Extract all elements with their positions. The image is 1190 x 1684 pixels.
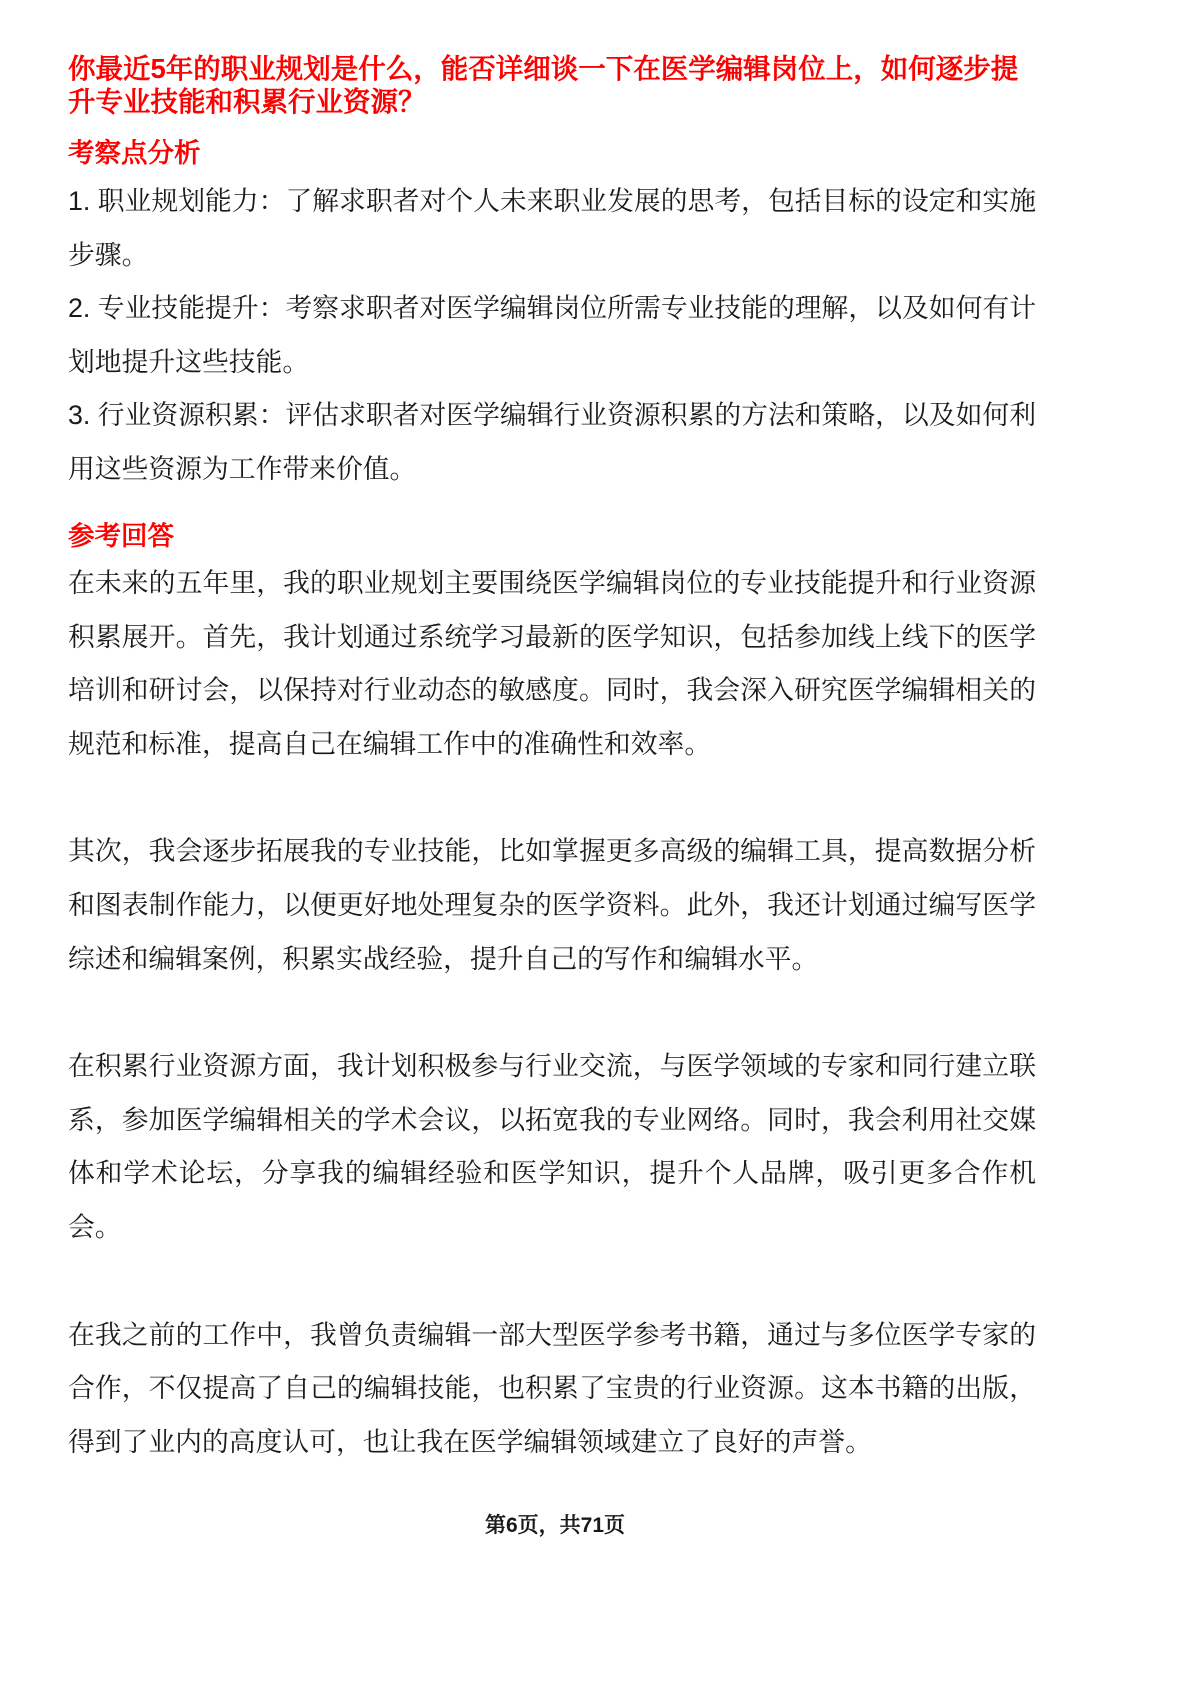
analysis-item: 1. 职业规划能力：了解求职者对个人未来职业发展的思考，包括目标的设定和实施步骤。 — [68, 186, 1036, 270]
answer-heading: 参考回答 — [68, 521, 174, 551]
page-number: 第6页，共71页 — [484, 1514, 626, 1537]
document-body — [68, 52, 1036, 1469]
answer-paragraph: 在我之前的工作中，我曾负责编辑一部大型医学参考书籍，通过与多位医学专家的合作，不仅提高了自己的编辑技能，也积累了宝贵的行业资源。这本书籍的出版，得到了业内的高度认可，也让我在医学编辑领域建立了良好的声誉。 — [68, 1319, 1036, 1457]
interview-question: 你最近5年的职业规划是什么，能否详细谈一下在医学编辑岗位上，如何逐步提升专业技能和积累行业资源？ — [68, 53, 1019, 117]
analysis-heading: 考察点分析 — [68, 138, 201, 168]
answer-paragraph: 在未来的五年里，我的职业规划主要围绕医学编辑岗位的专业技能提升和行业资源积累展开。首先，我计划通过系统学习最新的医学知识，包括参加线上线下的医学培训和研讨会，以保持对行业动态的敏感度。同时，我会深入研究医学编辑相关的规范和标准，提高自己在编辑工作中的准确性和效率。 — [68, 568, 1036, 759]
answer-paragraph: 其次，我会逐步拓展我的专业技能，比如掌握更多高级的编辑工具，提高数据分析和图表制作能力，以便更好地处理复杂的医学资料。此外，我还计划通过编写医学综述和编辑案例，积累实战经验，提升自己的写作和编辑水平。 — [68, 836, 1036, 974]
answer-paragraph: 在积累行业资源方面，我计划积极参与行业交流，与医学领域的专家和同行建立联系，参加医学编辑相关的学术会议，以拓宽我的专业网络。同时，我会利用社交媒体和学术论坛，分享我的编辑经验和医学知识，提升个人品牌，吸引更多合作机会。 — [68, 1051, 1036, 1242]
analysis-item: 2. 专业技能提升：考察求职者对医学编辑岗位所需专业技能的理解，以及如何有计划地提升这些技能。 — [68, 293, 1036, 377]
analysis-list — [68, 175, 1036, 496]
answer-body — [68, 557, 1036, 1469]
analysis-item: 3. 行业资源积累：评估求职者对医学编辑行业资源积累的方法和策略，以及如何利用这些资源为工作带来价值。 — [68, 400, 1036, 484]
